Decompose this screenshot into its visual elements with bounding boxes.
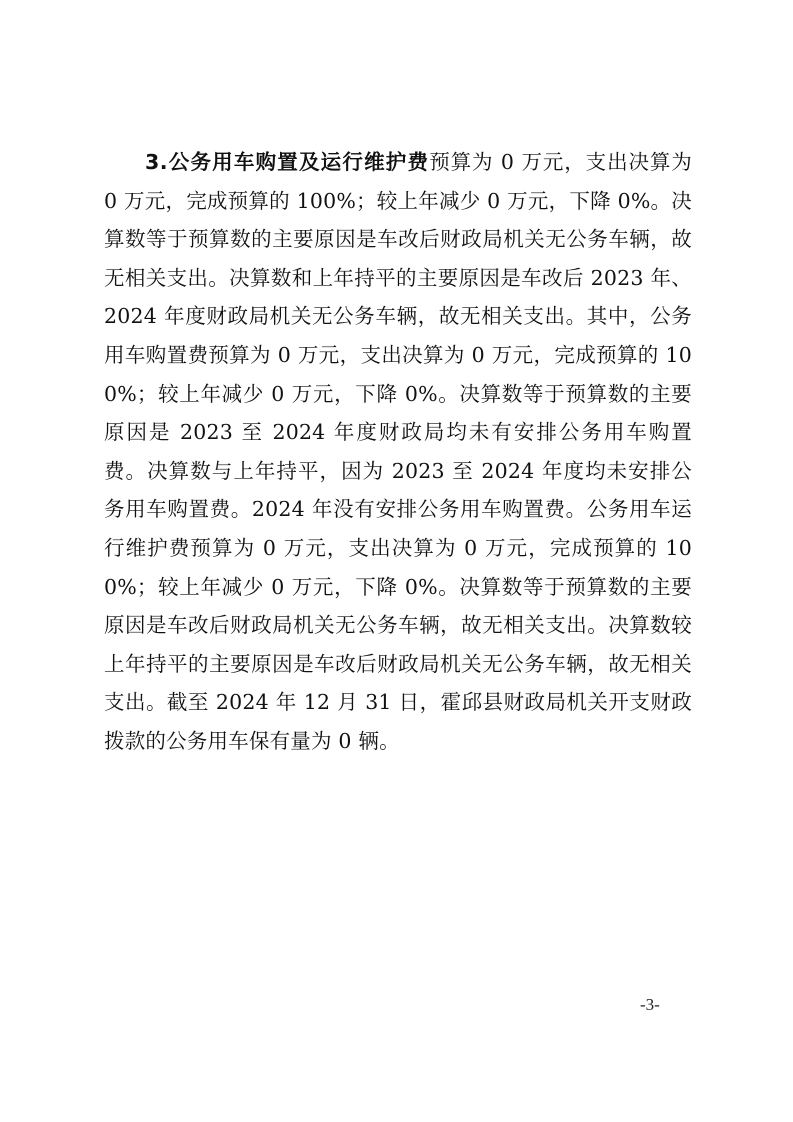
section-heading: 3.公务用车购置及运行维护费: [145, 150, 430, 174]
body-paragraph: [104, 143, 692, 761]
page-number: -3-: [640, 995, 660, 1014]
paragraph-text: 预算为 0 万元，支出决算为 0 万元，完成预算的 100%；较上年减少 0 万元，下降 0%。决算数等于预算数的主要原因是车改后财政局机关无公务车辆，故无相关支出。决算数和上年持平的主要原因是车改后 2023 年、2024 年度财政局机关无公务车辆，故无相关支出。其中，公务用车购置费预算为 0 万元，支出决算为 0 万元，完成预算的 100%；较上年减少 0 万元，下降 0%。决算数等于预算数的主要原因是 2023 至 2024 年度财政局均未有安排公务用车购置费。决算数与上年持平，因为 2023 至 2024 年度均未安排公务用车购置费。2024 年没有安排公务用车购置费。公务用车运行维护费预算为 0 万元，支出决算为 0 万元，完成预算的 100%；较上年减少 0 万元，下降 0%。决算数等于预算数的主要原因是车改后财政局机关无公务车辆，故无相关支出。决算数较上年持平的主要原因是车改后财政局机关无公务车辆，故无相关支出。截至 2024 年 12 月 31 日，霍邱县财政局机关开支财政拨款的公务用车保有量为 0 辆。: [104, 150, 692, 753]
body-content: [104, 143, 692, 761]
